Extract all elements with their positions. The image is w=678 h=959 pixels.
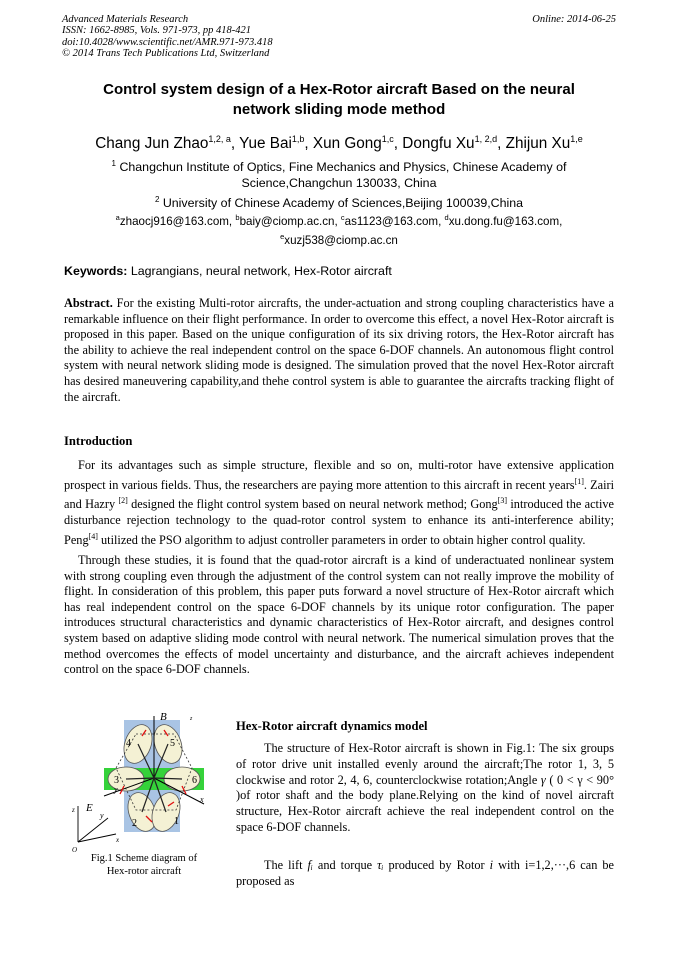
math-symbol: τᵢ — [377, 858, 384, 872]
rotor-1-label: 1 — [174, 816, 179, 827]
math-symbol: fᵢ — [307, 858, 313, 872]
paragraph-text: produced by Rotor — [383, 858, 490, 872]
yb-label: y — [114, 785, 118, 794]
paragraph-text: with — [493, 858, 525, 872]
affiliation-number: 2 — [154, 195, 160, 204]
rotor-2-label: 2 — [132, 818, 137, 829]
author-list: Chang Jun Zhao$^{1,2, a}$, Yue Bai$^{1,b}$, Xun Gong$^{1,c}$, Dongfu Xu$^{1, 2,d}$, Zhijun Xu$^{1,e}$ — [95, 134, 583, 153]
rotor-3-label: 3 — [114, 775, 119, 786]
y-label: y — [100, 811, 104, 820]
citation[interactable]: [1] — [574, 476, 584, 486]
keywords — [64, 264, 392, 278]
issn-line: ISSN: 1662-8985, Vols. 971-973, pp 418-421 — [62, 25, 251, 37]
citation[interactable]: [4] — [88, 531, 98, 541]
zb-label: z — [190, 716, 193, 722]
paragraph-text: of rotor shaft and the body plane.Relying on the kind of novel aircraft structure, Hex-Rotor aircraft achieve the real independent control on the space 6-DOF channels. — [236, 788, 614, 834]
paper-title — [62, 80, 616, 120]
author-affiliation-mark: 1, 2,d — [474, 134, 498, 144]
rotor-4-label: 4 — [126, 738, 131, 749]
paragraph-text: The lift — [264, 858, 308, 872]
abstract — [64, 296, 614, 405]
affiliation-text: University of Chinese Academy of Sciences,Beijing 100039,China — [162, 196, 524, 211]
abstract-text: For the existing Multi-rotor aircrafts, the under-actuation and strong coupling characteristics have a remarkable influence on their flight performance. In order to overcome this effect, a novel Hex-Rotor aircraft is proposed in this paper. Based on the unique configuration of its six driving rotors, the Hex-Rotor aircraft has the ability to achieve the real independent control on the space 6-DOF channels. An autonomous flight control system with neural network sliding mode is designed. The simulation proved that the novel Hex-Rotor aircraft has desired maneuvering capability,and thehe control system is able to guarantee the aircrafts tracking flight of the aircraft. — [64, 296, 615, 404]
author-affiliation-mark: 1,c — [381, 134, 394, 144]
author-name: Chang Jun Zhao — [95, 135, 209, 153]
hex-rotor-diagram — [64, 706, 224, 862]
citation[interactable]: [3] — [497, 496, 508, 506]
copyright-line: © 2014 Trans Tech Publications Ltd, Switzerland — [62, 48, 270, 60]
figure-caption — [64, 852, 224, 878]
page-header — [62, 14, 616, 60]
intro-paragraph-1 — [64, 458, 614, 548]
paragraph-text: introduced the active disturbance rejection technology to the quad-rotor control system to enhance its anti-interference ability; Peng — [64, 497, 614, 547]
email-link[interactable]: zhaocj916@163.com, — [119, 214, 233, 228]
online-date: Online: 2014-06-25 — [532, 14, 616, 25]
math-symbol: i — [489, 858, 494, 872]
caption-line: Fig.1 Scheme diagram of — [90, 853, 198, 864]
label-B: B — [160, 711, 167, 723]
model-paragraph-1 — [236, 741, 614, 836]
author-name: Dongfu Xu — [402, 135, 475, 153]
math-expression: ( 0 < γ < 90° ) — [236, 772, 614, 803]
author-emails: $^a$zhaocj916@163.com, $^b$baiy@ciomp.ac.cn, $^c$as1123@163.com, $^d$xu.dong.fu@163.com, $^e$xuzj538@ciomp.ac.cn — [115, 213, 563, 247]
label-E: E — [86, 802, 93, 814]
x-label: x — [116, 836, 120, 844]
paragraph-text: can be proposed as — [236, 858, 614, 888]
section-heading-dynamics-model: Hex-Rotor aircraft dynamics model — [236, 719, 428, 733]
section-heading-introduction: Introduction — [64, 434, 133, 448]
math-expression: i=1,2,···,6 — [524, 858, 576, 872]
author-affiliation-mark: 1,2, a — [208, 134, 231, 144]
rotor-6-label: 6 — [192, 775, 197, 786]
paragraph-text: For its advantages such as simple structure, flexible and so on, multi-rotor have extensive application prospect in various fields. Thus, the researchers are paying more attention to this aircraft in recent years — [64, 458, 614, 492]
z-label: z — [72, 806, 75, 814]
intro-paragraph-2: Through these studies, it is found that the quad-rotor aircraft is a kind of underactuated nonlinear system with strong coupling even through the adjustment of the control system can not really improve the mobility of flight. In consideration of this problem, this paper puts forward a novel structure of Hex-Rotor aircraft which has real independent control on the space 6-DOF channels by its unique rotor configuration. The paper introduces structural characteristics and dynamic characteristics of Hex-Rotor aircraft, and designes control system based on adaptive sliding mode control with neural network. The numerical simulation proves that the method overcomes the effects of model uncertainty and disturbance, and the aircraft achieves independent control on the space 6-DOF channels. — [64, 553, 614, 677]
author-affiliation-mark: 1,e — [570, 134, 583, 144]
title-line-2: network sliding mode method — [232, 101, 446, 118]
affiliation-text: Science,Changchun 130033, China — [241, 176, 437, 191]
doi-line: doi:10.4028/www.scientific.net/AMR.971-973.418 — [62, 36, 273, 48]
email-link[interactable]: xu.dong.fu@163.com, — [448, 214, 563, 228]
author-name: Xun Gong — [312, 135, 382, 153]
paragraph-text: The structure of Hex-Rotor aircraft is shown in Fig.1: The six groups of rotor drive unit installed evenly around the aircraft;The rotor 1, 3, 5 clockwise and rotor 2, 4, 6, counterclockwise rotation;Angle — [236, 741, 614, 787]
affiliation-text: Changchun Institute of Optics, Fine Mechanics and Physics, Chinese Academy of — [119, 160, 567, 175]
author-name: Zhijun Xu — [505, 135, 571, 153]
rotor-5-label: 5 — [170, 738, 175, 749]
model-paragraph-2 — [236, 858, 614, 890]
caption-line: Hex-rotor aircraft — [106, 866, 182, 877]
email-link[interactable]: baiy@ciomp.ac.cn, — [239, 214, 338, 228]
affiliation-1 — [62, 156, 616, 191]
keywords-label: Keywords: — [64, 264, 128, 278]
figure-hex-rotor — [64, 706, 224, 862]
paragraph-text: utilized the PSO algorithm to adjust controller parameters in order to obtain higher control quality. — [97, 532, 586, 547]
email-link[interactable]: as1123@163.com, — [344, 214, 442, 228]
affiliation-number: 1 — [111, 159, 116, 168]
email-link[interactable]: xuzj538@ciomp.ac.cn — [284, 233, 398, 247]
author-affiliation-mark: 1,b — [291, 134, 305, 144]
origin-label: O — [72, 846, 78, 854]
keywords-text: Lagrangians, neural network, Hex-Rotor aircraft — [130, 264, 392, 278]
math-symbol: γ — [540, 772, 546, 787]
paragraph-text: . Zairi and Hazry — [64, 477, 614, 512]
author-name: Yue Bai — [239, 135, 292, 153]
paragraph-text: designed the flight control system based on neural network method; Gong — [127, 497, 498, 512]
abstract-label: Abstract. — [64, 296, 113, 310]
paragraph-text: and torque — [312, 858, 378, 872]
journal-name: Advanced Materials Research — [62, 14, 189, 25]
title-line-1: Control system design of a Hex-Rotor aircraft Based on the neural — [103, 81, 575, 98]
affiliation-2 — [62, 192, 616, 211]
citation[interactable]: [2] — [118, 496, 128, 506]
xb-label: x — [200, 795, 204, 804]
